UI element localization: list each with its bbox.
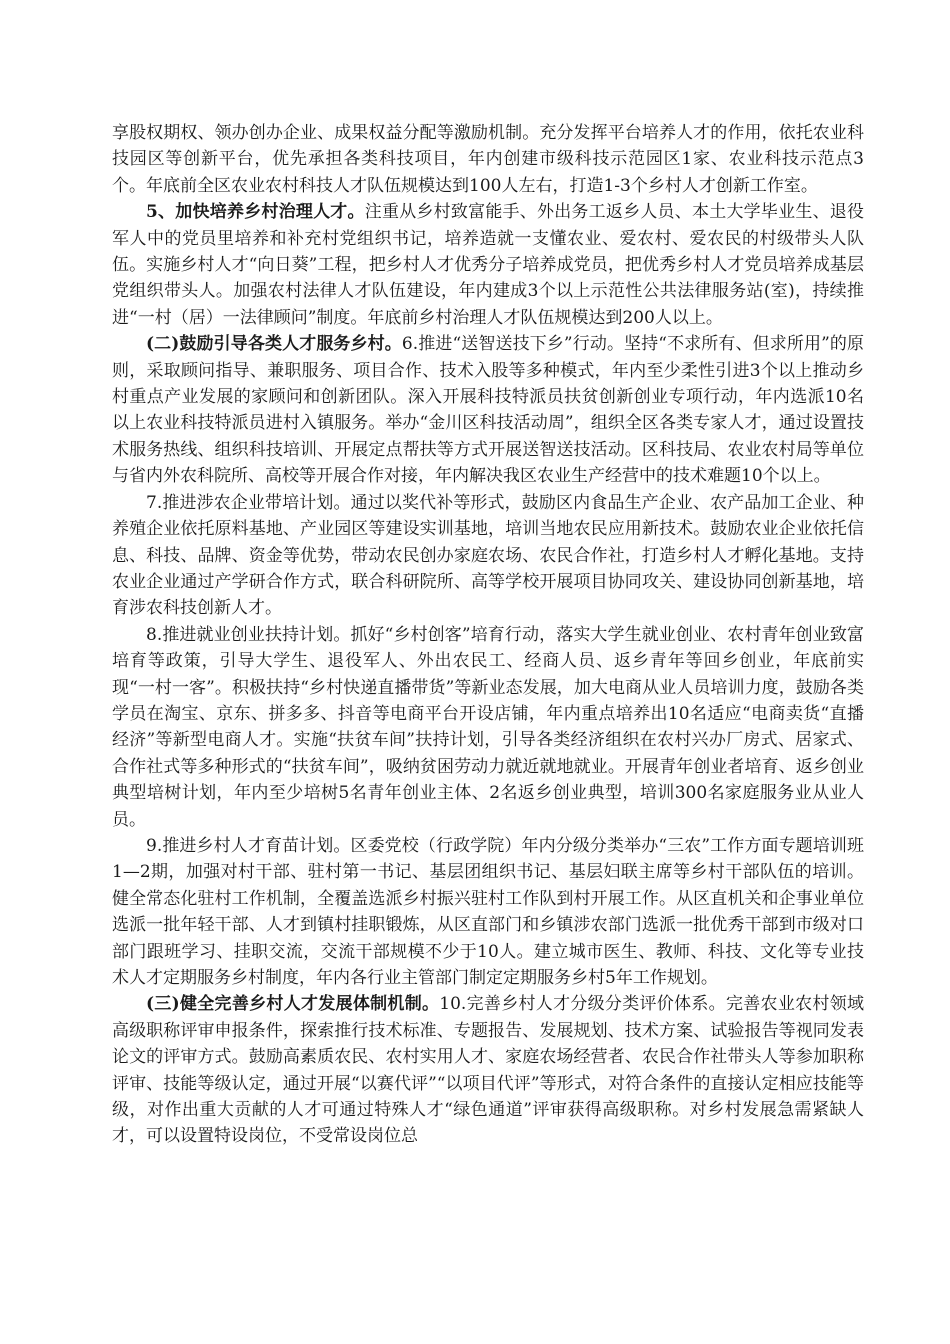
paragraph-lead: 5、加快培养乡村治理人才。 bbox=[146, 202, 365, 223]
paragraph-3 bbox=[112, 331, 864, 489]
document-page bbox=[112, 120, 864, 1150]
paragraph-lead: (二)鼓励引导各类人才服务乡村。 bbox=[146, 334, 402, 355]
paragraph-4 bbox=[112, 490, 864, 622]
paragraph-text: 注重从乡村致富能手、外出务工返乡人员、本土大学毕业生、退役军人中的党员里培养和补充村党组织书记，培养造就一支懂农业、爱农村、爱农民的村级带头人队伍。实施乡村人才“向日葵”工程，把乡村人才优秀分子培养成党员，把优秀乡村人才党员培养成基层党组织带头人。加强农村法律人才队伍建设，年内建成3个以上示范性公共法律服务站(室)，持续推进“一村（居）一法律顾问”制度。年底前乡村治理人才队伍规模达到200人以上。 bbox=[112, 202, 865, 328]
paragraph-text: 享股权期权、领办创办企业、成果权益分配等激励机制。充分发挥平台培养人才的作用，依托农业科技园区等创新平台，优先承担各类科技项目，年内创建市级科技示范园区1家、农业科技示范点3个。年底前全区农业农村科技人才队伍规模达到100人左右，打造1-3个乡村人才创新工作室。 bbox=[112, 123, 864, 196]
paragraph-text: 6.推进“送智送技下乡”行动。坚持“不求所有、但求所用”的原则，采取顾问指导、兼职服务、项目合作、技术入股等多种模式，年内至少柔性引进3个以上推动乡村重点产业发展的家顾问和创新团队。深入开展科技特派员扶贫创新创业专项行动，年内选派10名以上农业科技特派员进村入镇服务。举办“金川区科技活动周”，组织全区各类专家人才，通过设置技术服务热线、组织科技培训、开展定点帮扶等方式开展送智送技活动。区科技局、农业农村局等单位与省内外农科院所、高校等开展合作对接，年内解决我区农业生产经营中的技术难题10个以上。 bbox=[112, 334, 865, 487]
paragraph-2 bbox=[112, 199, 864, 331]
paragraph-7 bbox=[112, 991, 864, 1149]
paragraph-lead: (三)健全完善乡村人才发展体制机制。 bbox=[146, 994, 440, 1015]
paragraph-6 bbox=[112, 833, 864, 991]
paragraph-text: 7.推进涉农企业带培计划。通过以奖代补等形式，鼓励区内食品生产企业、农产品加工企业、种养殖企业依托原料基地、产业园区等建设实训基地，培训当地农民应用新技术。鼓励农业企业依托信息、科技、品牌、资金等优势，带动农民创办家庭农场、农民合作社，打造乡村人才孵化基地。支持农业企业通过产学研合作方式，联合科研院所、高等学校开展项目协同攻关、建设协同创新基地，培育涉农科技创新人才。 bbox=[112, 492, 864, 619]
paragraph-text: 9.推进乡村人才育苗计划。区委党校（行政学院）年内分级分类举办“三农”工作方面专题培训班1—2期，加强对村干部、驻村第一书记、基层团组织书记、基层妇联主席等乡村干部队伍的培训。健全常态化驻村工作机制，全覆盖选派乡村振兴驻村工作队到村开展工作。从区直机关和企事业单位选派一批年轻干部、人才到镇村挂职锻炼，从区直部门和乡镇涉农部门选派一批优秀干部到市级对口部门跟班学习、挂职交流，交流干部规模不少于10人。建立城市医生、教师、科技、文化等专业技术人才定期服务乡村制度，年内各行业主管部门制定定期服务乡村5年工作规划。 bbox=[112, 835, 864, 988]
paragraph-text: 10.完善乡村人才分级分类评价体系。完善农业农村领域高级职称评审申报条件，探索推行技术标准、专题报告、发展规划、技术方案、试验报告等视同发表论文的评审方式。鼓励高素质农民、农村实用人才、家庭农场经营者、农民合作社带头人等参加职称评审、技能等级认定，通过开展“以赛代评”“以项目代评”等形式，对符合条件的直接认定相应技能等级，对作出重大贡献的人才可通过特殊人才“绿色通道”评审获得高级职称。对乡村发展急需紧缺人才，可以设置特设岗位，不受常设岗位总 bbox=[112, 994, 864, 1147]
paragraph-text: 8.推进就业创业扶持计划。抓好“乡村创客”培育行动，落实大学生就业创业、农村青年创业致富培育等政策，引导大学生、退役军人、外出农民工、经商人员、返乡青年等回乡创业，年底前实现“一村一客”。积极扶持“乡村快递直播带货”等新业态发展，加大电商从业人员培训力度，鼓励各类学员在淘宝、京东、拼多多、抖音等电商平台开设店铺，年内重点培养出10名适应“电商卖货“直播经济”等新型电商人才。实施“扶贫车间”扶持计划，引导各类经济组织在农村兴办厂房式、居家式、合作社式等多种形式的“扶贫车间”，吸纳贫困劳动力就近就地就业。开展青年创业者培育、返乡创业典型培树计划，年内至少培树5名青年创业主体、2名返乡创业典型，培训300名家庭服务业从业人员。 bbox=[112, 624, 864, 830]
paragraph-5 bbox=[112, 622, 864, 833]
paragraph-1 bbox=[112, 120, 864, 199]
